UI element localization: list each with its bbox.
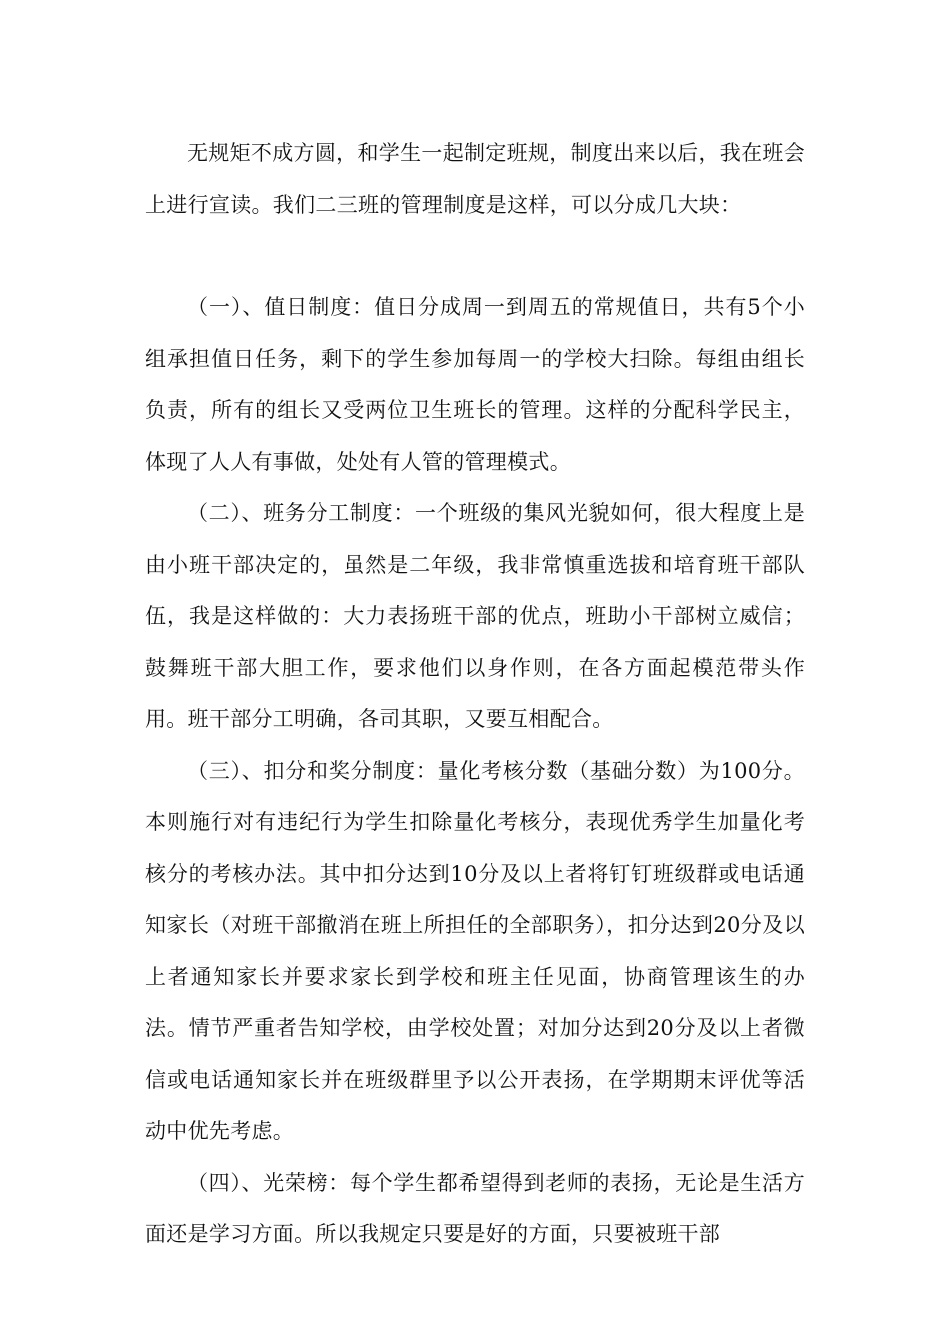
paragraph-honor-roll: （四）、光荣榜：每个学生都希望得到老师的表扬，无论是生活方面还是学习方面。所以我规定只要是好的方面，只要被班干部 (145, 1170, 805, 1246)
intro-block (145, 128, 805, 231)
body-paragraphs (145, 282, 805, 1261)
paragraph-class-roles: （二）、班务分工制度：一个班级的集风光貌如何，很大程度上是由小班干部决定的，虽然是二年级，我非常慎重选拔和培育班干部队伍，我是这样做的：大力表扬班干部的优点，班助小干部树立威信；鼓舞班干部大胆工作，要求他们以身作则，在各方面起模范带头作用。班干部分工明确，各司其职，又要互相配合。 (145, 501, 805, 731)
intro-paragraph: 无规矩不成方圆，和学生一起制定班规，制度出来以后，我在班会上进行宣读。我们二三班的管理制度是这样，可以分成几大块： (145, 141, 805, 217)
paragraph-points-system: （三）、扣分和奖分制度：量化考核分数（基础分数）为100分。本则施行对有违纪行为学生扣除量化考核分，表现优秀学生加量化考核分的考核办法。其中扣分达到10分及以上者将钉钉班级群或电话通知家长（对班干部撤消在班上所担任的全部职务），扣分达到20分及以上者通知家长并要求家长到学校和班主任见面，协商管理该生的办法。情节严重者告知学校，由学校处置；对加分达到20分及以上者微信或电话通知家长并在班级群里予以公开表扬，在学期期末评优等活动中优先考虑。 (145, 758, 805, 1143)
paragraph-duty-system: （一）、值日制度：值日分成周一到周五的常规值日，共有5个小组承担值日任务，剩下的学生参加每周一的学校大扫除。每组由组长负责，所有的组长又受两位卫生班长的管理。这样的分配科学民主，体现了人人有事做，处处有人管的管理模式。 (145, 295, 805, 474)
